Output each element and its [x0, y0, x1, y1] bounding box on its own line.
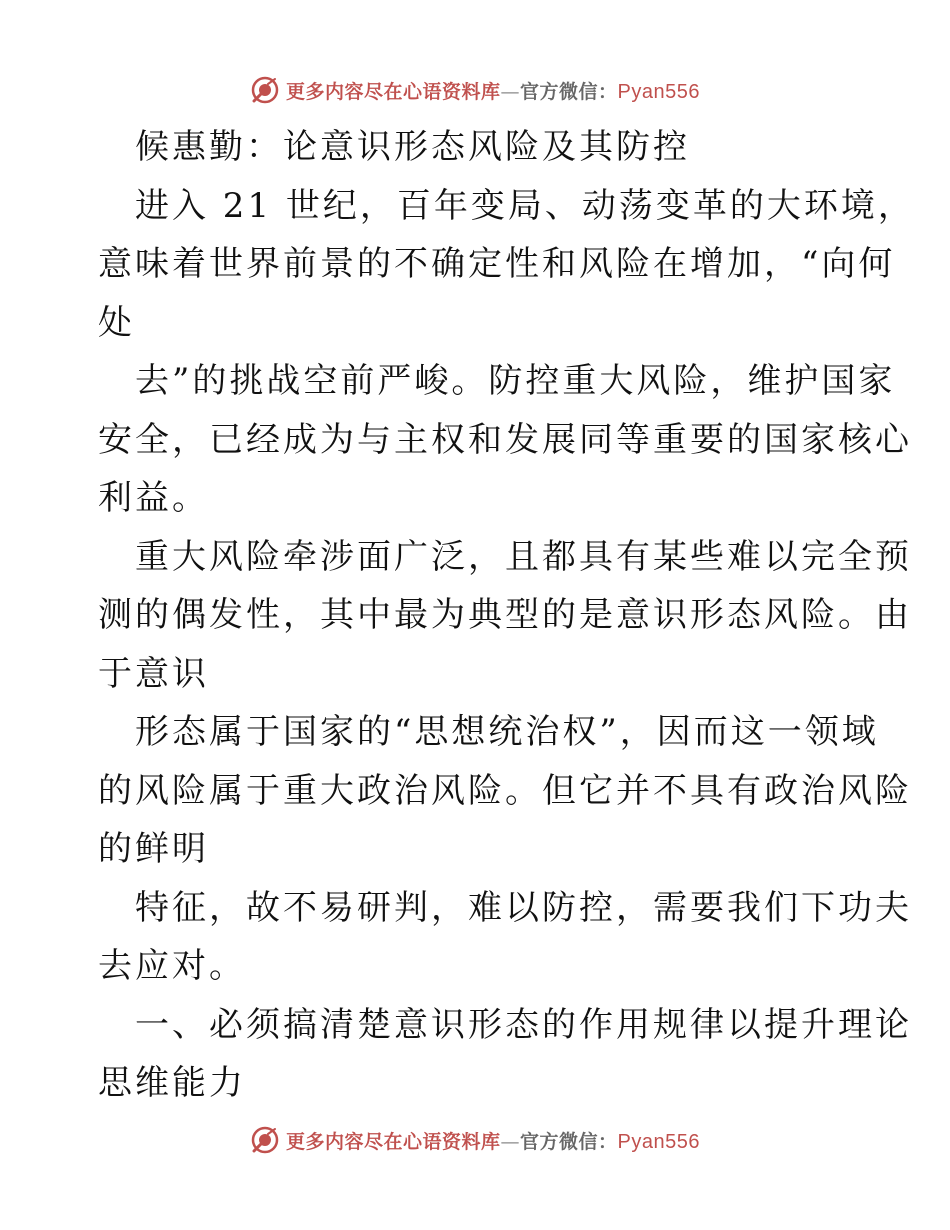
- brand-logo-icon: [250, 1125, 280, 1155]
- paragraph-line: 的鲜明: [98, 829, 209, 869]
- paragraph-line: 意味着世界前景的不确定性和风险在增加，“向何: [98, 244, 896, 284]
- paragraph-line: 处: [98, 302, 135, 343]
- watermark-banner-bottom: [0, 1122, 950, 1158]
- watermark-wechat-label: 官方微信：: [520, 1130, 618, 1153]
- paragraph-line: 去”的挑战空前严峻。防控重大风险，维护国家: [135, 361, 896, 401]
- paragraph-line: 利益。: [98, 478, 209, 518]
- watermark-text: [286, 1127, 700, 1154]
- watermark-wechat-id: Pyan556: [617, 1130, 700, 1153]
- watermark-text: [286, 77, 700, 104]
- paragraph-line: 的风险属于重大政治风险。但它并不具有政治风险: [98, 770, 912, 811]
- paragraph-line: 特征，故不易研判，难以防控，需要我们下功夫: [135, 887, 912, 928]
- watermark-site: 更多内容尽在心语资料库: [286, 80, 501, 103]
- watermark-dash: —: [500, 80, 521, 103]
- document-body: [98, 118, 915, 1113]
- paragraph-line: 于意识: [98, 653, 209, 694]
- paragraph-line: 进入 21 世纪，百年变局、动荡变革的大环境，: [135, 185, 915, 226]
- section-heading-line: 一、必须搞清楚意识形态的作用规律以提升理论: [135, 1004, 912, 1045]
- paragraph-line: 测的偶发性，其中最为典型的是意识形态风险。由: [98, 595, 912, 635]
- watermark-banner-top: [0, 72, 950, 108]
- paragraph-line: 形态属于国家的“思想统治权”，因而这一领域: [135, 712, 879, 752]
- watermark-dash: —: [500, 1130, 521, 1153]
- paragraph-line: 去应对。: [98, 946, 246, 986]
- watermark-site: 更多内容尽在心语资料库: [286, 1130, 501, 1153]
- paragraph-line: 重大风险牵涉面广泛，且都具有某些难以完全预: [135, 536, 912, 577]
- section-heading-line: 思维能力: [98, 1063, 246, 1103]
- brand-logo-icon: [250, 75, 280, 105]
- document-title: 候惠勤：论意识形态风险及其防控: [135, 127, 690, 167]
- watermark-wechat-id: Pyan556: [617, 80, 700, 103]
- paragraph-line: 安全，已经成为与主权和发展同等重要的国家核心: [98, 419, 912, 460]
- watermark-wechat-label: 官方微信：: [520, 80, 618, 103]
